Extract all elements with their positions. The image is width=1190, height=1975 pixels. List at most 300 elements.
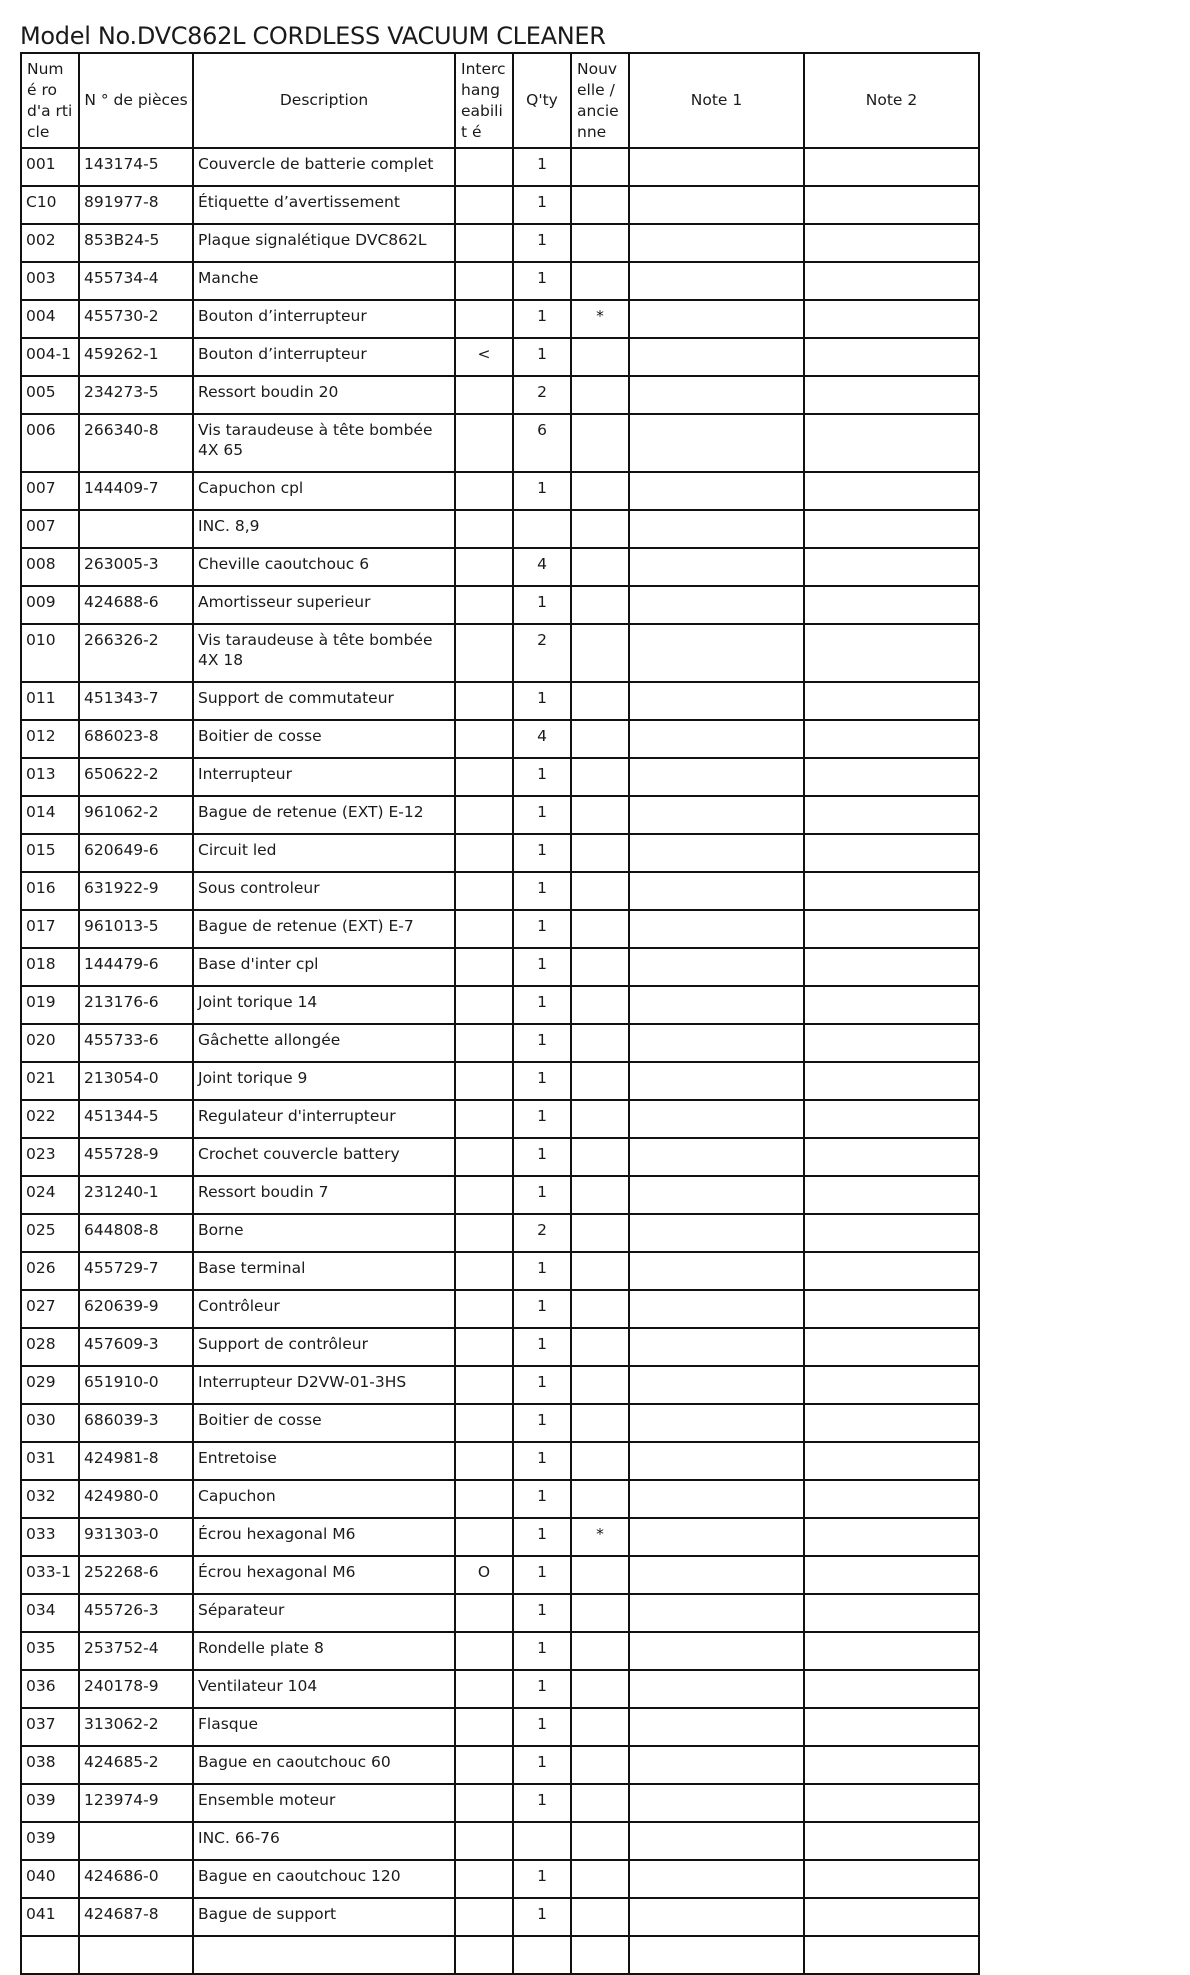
- cell-note-1: [629, 682, 804, 720]
- cell-qty: 1: [513, 1442, 571, 1480]
- cell-new-old: [571, 1290, 629, 1328]
- col-header-qty: Q'ty: [513, 53, 571, 148]
- cell-note-1: [629, 1024, 804, 1062]
- cell-item-number: 001: [21, 148, 79, 186]
- cell-note-2: [804, 1860, 979, 1898]
- cell-qty: 1: [513, 948, 571, 986]
- cell-item-number: 010: [21, 624, 79, 682]
- cell-note-2: [804, 1442, 979, 1480]
- cell-qty: 1: [513, 910, 571, 948]
- cell-note-1: [629, 910, 804, 948]
- cell-item-number: 034: [21, 1594, 79, 1632]
- cell-qty: 1: [513, 1632, 571, 1670]
- cell-description: Capuchon: [193, 1480, 455, 1518]
- cell-description: Cheville caoutchouc 6: [193, 548, 455, 586]
- cell-description: Capuchon cpl: [193, 472, 455, 510]
- cell-part-number: 455733-6: [79, 1024, 193, 1062]
- cell-note-2: [804, 1176, 979, 1214]
- cell-interchangeability: [455, 1518, 513, 1556]
- cell-interchangeability: [455, 1632, 513, 1670]
- cell-new-old: [571, 910, 629, 948]
- cell-qty: 1: [513, 1670, 571, 1708]
- col-header-part-number: N ° de pièces: [79, 53, 193, 148]
- table-row: [21, 1670, 979, 1708]
- cell-note-2: [804, 1746, 979, 1784]
- cell-note-2: [804, 1556, 979, 1594]
- cell-qty: 2: [513, 624, 571, 682]
- table-row: [21, 1746, 979, 1784]
- cell-item-number: 019: [21, 986, 79, 1024]
- cell-new-old: [571, 758, 629, 796]
- cell-interchangeability: [455, 910, 513, 948]
- cell-interchangeability: [455, 1784, 513, 1822]
- cell-item-number: 039: [21, 1822, 79, 1860]
- cell-qty: 4: [513, 720, 571, 758]
- table-row: [21, 1366, 979, 1404]
- cell-interchangeability: [455, 872, 513, 910]
- cell-new-old: [571, 1024, 629, 1062]
- cell-new-old: [571, 834, 629, 872]
- cell-new-old: [571, 1062, 629, 1100]
- cell-qty: 1: [513, 1480, 571, 1518]
- cell-part-number: 631922-9: [79, 872, 193, 910]
- cell-new-old: [571, 472, 629, 510]
- cell-note-2: [804, 510, 979, 548]
- table-row: [21, 1632, 979, 1670]
- cell-item-number: 029: [21, 1366, 79, 1404]
- cell-note-2: [804, 1632, 979, 1670]
- table-row: [21, 796, 979, 834]
- table-row: [21, 1708, 979, 1746]
- cell-interchangeability: [455, 948, 513, 986]
- cell-item-number: 002: [21, 224, 79, 262]
- cell-qty: 1: [513, 186, 571, 224]
- cell-note-1: [629, 872, 804, 910]
- cell-note-2: [804, 186, 979, 224]
- table-row: [21, 834, 979, 872]
- cell-qty: [513, 1822, 571, 1860]
- table-row: [21, 376, 979, 414]
- cell-part-number: 144479-6: [79, 948, 193, 986]
- cell-note-2: [804, 1404, 979, 1442]
- cell-interchangeability: [455, 186, 513, 224]
- cell-note-2: [804, 1670, 979, 1708]
- cell-item-number: 026: [21, 1252, 79, 1290]
- cell-note-2: [804, 472, 979, 510]
- cell-new-old: [571, 186, 629, 224]
- cell-item-number: 003: [21, 262, 79, 300]
- cell-new-old: [571, 414, 629, 472]
- parts-table: [20, 52, 980, 1975]
- cell-note-2: [804, 376, 979, 414]
- cell-interchangeability: [455, 376, 513, 414]
- cell-description: Écrou hexagonal M6: [193, 1556, 455, 1594]
- table-row: [21, 1252, 979, 1290]
- cell-interchangeability: [455, 414, 513, 472]
- table-row: [21, 948, 979, 986]
- cell-new-old: [571, 948, 629, 986]
- cell-qty: 1: [513, 472, 571, 510]
- cell-item-number: 033-1: [21, 1556, 79, 1594]
- cell-qty: 1: [513, 1708, 571, 1746]
- cell-description: Circuit led: [193, 834, 455, 872]
- cell-part-number: [79, 1822, 193, 1860]
- cell-qty: 1: [513, 1328, 571, 1366]
- table-row: [21, 1442, 979, 1480]
- cell-note-1: [629, 586, 804, 624]
- cell-note-1: [629, 1708, 804, 1746]
- cell-item-number: 006: [21, 414, 79, 472]
- cell-new-old: [571, 1252, 629, 1290]
- cell-new-old: [571, 1176, 629, 1214]
- cell-note-1: [629, 1100, 804, 1138]
- table-row: [21, 1594, 979, 1632]
- cell-note-1: [629, 338, 804, 376]
- cell-qty: [513, 510, 571, 548]
- table-row: [21, 1784, 979, 1822]
- cell-note-1: [629, 1328, 804, 1366]
- cell-new-old: [571, 1670, 629, 1708]
- cell-note-2: [804, 1594, 979, 1632]
- cell-note-1: [629, 472, 804, 510]
- cell-description: Boitier de cosse: [193, 720, 455, 758]
- cell-item-number: 004: [21, 300, 79, 338]
- table-row: [21, 1480, 979, 1518]
- cell-note-2: [804, 1936, 979, 1974]
- cell-note-2: [804, 1138, 979, 1176]
- cell-note-2: [804, 834, 979, 872]
- cell-note-2: [804, 586, 979, 624]
- cell-part-number: 455730-2: [79, 300, 193, 338]
- cell-interchangeability: [455, 148, 513, 186]
- cell-item-number: 015: [21, 834, 79, 872]
- cell-note-1: [629, 1176, 804, 1214]
- cell-new-old: [571, 624, 629, 682]
- cell-note-2: [804, 1290, 979, 1328]
- cell-new-old: [571, 682, 629, 720]
- cell-interchangeability: [455, 1062, 513, 1100]
- cell-description: Manche: [193, 262, 455, 300]
- cell-part-number: 650622-2: [79, 758, 193, 796]
- cell-interchangeability: [455, 1746, 513, 1784]
- cell-item-number: 033: [21, 1518, 79, 1556]
- cell-note-2: [804, 1100, 979, 1138]
- cell-new-old: [571, 720, 629, 758]
- cell-description: Vis taraudeuse à tête bombée 4X 18: [193, 624, 455, 682]
- cell-item-number: 040: [21, 1860, 79, 1898]
- cell-qty: 1: [513, 586, 571, 624]
- cell-part-number: 143174-5: [79, 148, 193, 186]
- cell-item-number: 022: [21, 1100, 79, 1138]
- cell-note-1: [629, 1594, 804, 1632]
- cell-description: [193, 1936, 455, 1974]
- cell-note-1: [629, 1898, 804, 1936]
- table-row: [21, 186, 979, 224]
- cell-interchangeability: [455, 834, 513, 872]
- cell-note-1: [629, 1442, 804, 1480]
- cell-part-number: 455729-7: [79, 1252, 193, 1290]
- cell-qty: 1: [513, 262, 571, 300]
- cell-qty: 1: [513, 1062, 571, 1100]
- cell-note-1: [629, 1290, 804, 1328]
- cell-interchangeability: [455, 1176, 513, 1214]
- col-header-item-number: Numé ro d'a rticle: [21, 53, 79, 148]
- cell-qty: 1: [513, 1784, 571, 1822]
- col-header-note-1: Note 1: [629, 53, 804, 148]
- cell-note-1: [629, 262, 804, 300]
- cell-part-number: 961062-2: [79, 796, 193, 834]
- cell-description: Joint torique 14: [193, 986, 455, 1024]
- cell-note-2: [804, 720, 979, 758]
- cell-description: Regulateur d'interrupteur: [193, 1100, 455, 1138]
- cell-part-number: 457609-3: [79, 1328, 193, 1366]
- cell-qty: 1: [513, 1366, 571, 1404]
- cell-qty: 1: [513, 1556, 571, 1594]
- cell-new-old: [571, 796, 629, 834]
- cell-description: Rondelle plate 8: [193, 1632, 455, 1670]
- cell-description: Gâchette allongée: [193, 1024, 455, 1062]
- cell-interchangeability: [455, 682, 513, 720]
- cell-description: Support de commutateur: [193, 682, 455, 720]
- cell-new-old: [571, 1594, 629, 1632]
- table-row: [21, 720, 979, 758]
- cell-note-1: [629, 948, 804, 986]
- cell-new-old: [571, 586, 629, 624]
- cell-qty: 2: [513, 1214, 571, 1252]
- cell-note-1: [629, 148, 804, 186]
- cell-new-old: *: [571, 1518, 629, 1556]
- cell-new-old: [571, 1556, 629, 1594]
- cell-interchangeability: [455, 758, 513, 796]
- cell-note-2: [804, 548, 979, 586]
- cell-note-2: [804, 910, 979, 948]
- cell-item-number: 025: [21, 1214, 79, 1252]
- cell-part-number: 234273-5: [79, 376, 193, 414]
- cell-note-1: [629, 1138, 804, 1176]
- cell-note-1: [629, 1404, 804, 1442]
- table-row: [21, 682, 979, 720]
- cell-description: Amortisseur superieur: [193, 586, 455, 624]
- cell-part-number: 424685-2: [79, 1746, 193, 1784]
- cell-item-number: 007: [21, 510, 79, 548]
- table-row: [21, 758, 979, 796]
- cell-note-1: [629, 1670, 804, 1708]
- cell-note-2: [804, 1822, 979, 1860]
- cell-part-number: 424980-0: [79, 1480, 193, 1518]
- cell-new-old: [571, 872, 629, 910]
- cell-qty: 1: [513, 834, 571, 872]
- cell-description: Ressort boudin 7: [193, 1176, 455, 1214]
- cell-qty: 6: [513, 414, 571, 472]
- cell-part-number: 686039-3: [79, 1404, 193, 1442]
- cell-qty: 1: [513, 300, 571, 338]
- cell-note-2: [804, 1898, 979, 1936]
- table-row: [21, 1062, 979, 1100]
- cell-part-number: 253752-4: [79, 1632, 193, 1670]
- cell-note-1: [629, 1480, 804, 1518]
- cell-note-2: [804, 1024, 979, 1062]
- cell-interchangeability: [455, 986, 513, 1024]
- cell-item-number: [21, 1936, 79, 1974]
- cell-item-number: 031: [21, 1442, 79, 1480]
- cell-part-number: 961013-5: [79, 910, 193, 948]
- cell-interchangeability: O: [455, 1556, 513, 1594]
- cell-interchangeability: [455, 1594, 513, 1632]
- cell-note-1: [629, 1518, 804, 1556]
- cell-note-2: [804, 948, 979, 986]
- cell-item-number: 030: [21, 1404, 79, 1442]
- cell-interchangeability: [455, 262, 513, 300]
- cell-note-1: [629, 414, 804, 472]
- cell-description: Support de contrôleur: [193, 1328, 455, 1366]
- cell-item-number: 007: [21, 472, 79, 510]
- cell-interchangeability: [455, 1024, 513, 1062]
- cell-description: Étiquette d’avertissement: [193, 186, 455, 224]
- cell-description: Vis taraudeuse à tête bombée 4X 65: [193, 414, 455, 472]
- col-header-note-2: Note 2: [804, 53, 979, 148]
- cell-item-number: 038: [21, 1746, 79, 1784]
- cell-item-number: 037: [21, 1708, 79, 1746]
- table-row: [21, 1024, 979, 1062]
- cell-interchangeability: [455, 1214, 513, 1252]
- cell-note-1: [629, 1214, 804, 1252]
- table-row: [21, 510, 979, 548]
- table-row: [21, 1290, 979, 1328]
- cell-description: Bouton d’interrupteur: [193, 338, 455, 376]
- table-row: [21, 1518, 979, 1556]
- cell-description: INC. 66-76: [193, 1822, 455, 1860]
- cell-description: Entretoise: [193, 1442, 455, 1480]
- cell-item-number: 023: [21, 1138, 79, 1176]
- cell-qty: 1: [513, 338, 571, 376]
- table-row: [21, 1328, 979, 1366]
- cell-interchangeability: [455, 1138, 513, 1176]
- cell-part-number: 459262-1: [79, 338, 193, 376]
- cell-interchangeability: [455, 1480, 513, 1518]
- table-row: [21, 338, 979, 376]
- cell-qty: 1: [513, 1290, 571, 1328]
- table-header-row: [21, 53, 979, 148]
- cell-description: Base d'inter cpl: [193, 948, 455, 986]
- cell-qty: 1: [513, 682, 571, 720]
- cell-part-number: 263005-3: [79, 548, 193, 586]
- cell-part-number: 455726-3: [79, 1594, 193, 1632]
- cell-new-old: [571, 986, 629, 1024]
- cell-description: Couvercle de batterie complet: [193, 148, 455, 186]
- table-row: [21, 1176, 979, 1214]
- cell-qty: 1: [513, 148, 571, 186]
- cell-part-number: 455734-4: [79, 262, 193, 300]
- table-row: [21, 986, 979, 1024]
- cell-item-number: 004-1: [21, 338, 79, 376]
- cell-qty: [513, 1936, 571, 1974]
- cell-note-1: [629, 510, 804, 548]
- cell-description: Flasque: [193, 1708, 455, 1746]
- cell-item-number: 018: [21, 948, 79, 986]
- cell-description: Ressort boudin 20: [193, 376, 455, 414]
- cell-part-number: 455728-9: [79, 1138, 193, 1176]
- table-row: [21, 872, 979, 910]
- cell-note-1: [629, 1062, 804, 1100]
- table-row: [21, 1214, 979, 1252]
- cell-interchangeability: <: [455, 338, 513, 376]
- cell-qty: 1: [513, 1100, 571, 1138]
- cell-item-number: 009: [21, 586, 79, 624]
- cell-part-number: 424687-8: [79, 1898, 193, 1936]
- cell-item-number: 036: [21, 1670, 79, 1708]
- cell-new-old: [571, 510, 629, 548]
- cell-interchangeability: [455, 586, 513, 624]
- cell-part-number: 213054-0: [79, 1062, 193, 1100]
- parts-table-body: [21, 148, 979, 1974]
- cell-note-1: [629, 1556, 804, 1594]
- cell-new-old: [571, 1214, 629, 1252]
- cell-part-number: 651910-0: [79, 1366, 193, 1404]
- cell-interchangeability: [455, 472, 513, 510]
- cell-new-old: [571, 1138, 629, 1176]
- cell-part-number: 451344-5: [79, 1100, 193, 1138]
- cell-note-2: [804, 682, 979, 720]
- cell-interchangeability: [455, 1670, 513, 1708]
- cell-qty: 1: [513, 1746, 571, 1784]
- cell-note-1: [629, 624, 804, 682]
- cell-description: Contrôleur: [193, 1290, 455, 1328]
- cell-description: Interrupteur D2VW-01-3HS: [193, 1366, 455, 1404]
- cell-note-1: [629, 720, 804, 758]
- cell-qty: 1: [513, 758, 571, 796]
- cell-item-number: 008: [21, 548, 79, 586]
- cell-new-old: [571, 262, 629, 300]
- cell-part-number: [79, 1936, 193, 1974]
- cell-new-old: [571, 1898, 629, 1936]
- cell-note-2: [804, 1518, 979, 1556]
- table-row: [21, 472, 979, 510]
- cell-new-old: [571, 1708, 629, 1746]
- page-title: Model No.DVC862L CORDLESS VACUUM CLEANER: [20, 22, 606, 50]
- cell-part-number: 266340-8: [79, 414, 193, 472]
- cell-interchangeability: [455, 1100, 513, 1138]
- cell-item-number: 005: [21, 376, 79, 414]
- cell-part-number: 240178-9: [79, 1670, 193, 1708]
- cell-note-1: [629, 1366, 804, 1404]
- cell-part-number: 231240-1: [79, 1176, 193, 1214]
- cell-note-2: [804, 414, 979, 472]
- cell-part-number: 213176-6: [79, 986, 193, 1024]
- table-row: [21, 548, 979, 586]
- cell-item-number: 012: [21, 720, 79, 758]
- cell-part-number: 144409-7: [79, 472, 193, 510]
- table-row: [21, 148, 979, 186]
- cell-qty: 1: [513, 1860, 571, 1898]
- table-row: [21, 1860, 979, 1898]
- cell-note-2: [804, 1366, 979, 1404]
- cell-note-1: [629, 224, 804, 262]
- cell-description: Écrou hexagonal M6: [193, 1518, 455, 1556]
- cell-note-2: [804, 1708, 979, 1746]
- cell-note-1: [629, 1822, 804, 1860]
- cell-interchangeability: [455, 510, 513, 548]
- cell-new-old: [571, 1632, 629, 1670]
- cell-new-old: [571, 1100, 629, 1138]
- cell-note-1: [629, 548, 804, 586]
- cell-note-2: [804, 1480, 979, 1518]
- cell-description: Bague de retenue (EXT) E-7: [193, 910, 455, 948]
- cell-description: Interrupteur: [193, 758, 455, 796]
- cell-new-old: [571, 1860, 629, 1898]
- cell-note-1: [629, 758, 804, 796]
- cell-qty: 1: [513, 796, 571, 834]
- table-row: [21, 910, 979, 948]
